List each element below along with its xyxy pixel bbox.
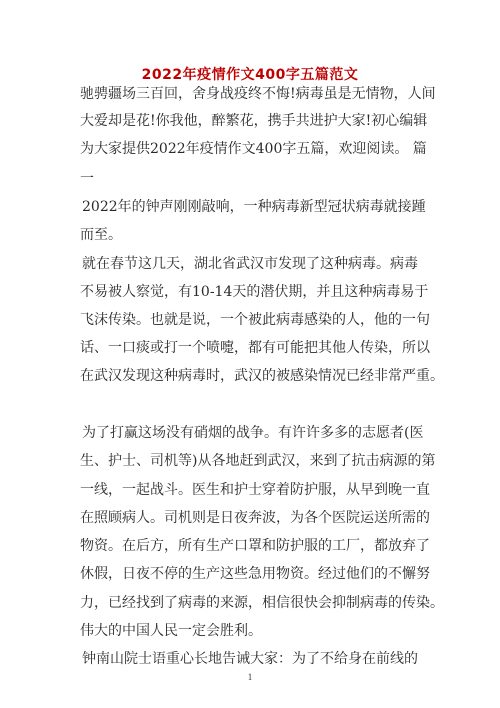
body-line: 休假，日夜不停的生产这些急用物资。经过他们的不懈努 <box>80 566 430 582</box>
body-line: 在照顾病人。司机则是日夜奔波，为各个医院运送所需的 <box>80 510 430 526</box>
body-line: 话、一口痰或打一个喷嚏，都有可能把其他人传染，所以 <box>80 340 430 356</box>
body-line: 而至。 <box>80 227 122 243</box>
body-line: 为了打赢这场没有硝烟的战争。有许许多多的志愿者(医 <box>82 425 424 441</box>
body-line: 一 <box>80 171 94 187</box>
body-line: 2022年的钟声刚刚敲响，一种病毒新型冠状病毒就接踵 <box>82 199 426 215</box>
body-line: 在武汉发现这种病毒时，武汉的被感染情况已经非常严重。 <box>80 368 444 384</box>
body-line: 生、护士、司机等)从各地赶到武汉，来到了抗击病源的第 <box>80 453 436 469</box>
page-number: 1 <box>247 672 253 682</box>
body-line: 驰骋疆场三百回，舍身战疫终不悔!病毒虽是无情物，人间 <box>80 86 436 102</box>
body-line: 为大家提供2022年疫情作文400字五篇，欢迎阅读。 篇 <box>80 141 427 157</box>
body-line: 就在春节这几天，湖北省武汉市发现了这种病毒。病毒 <box>82 256 418 272</box>
body-line: 一线，一起战斗。医生和护士穿着防护服，从早到晚一直 <box>80 482 430 498</box>
body-line: 飞沫传染。也就是说，一个被此病毒感染的人，他的一句 <box>80 312 430 328</box>
body-line: 大爱却是花!你我他，醉繁花，携手共进护大家!初心编辑 <box>80 113 428 129</box>
body-line: 力，已经找到了病毒的来源，相信很快会抑制病毒的传染。 <box>80 595 444 611</box>
body-line: 物资。在后方，所有生产口罩和防护服的工厂，都放弃了 <box>80 538 430 554</box>
body-line: 钟南山院士语重心长地告诫大家：为了不给身在前线的 <box>82 651 418 667</box>
body-line: 伟大的中国人民一定会胜利。 <box>80 623 262 639</box>
body-line: 不易被人察觉，有10-14天的潜伏期，并且这种病毒易于 <box>80 284 429 300</box>
document-title: 2022年疫情作文400字五篇范文 <box>141 67 359 83</box>
